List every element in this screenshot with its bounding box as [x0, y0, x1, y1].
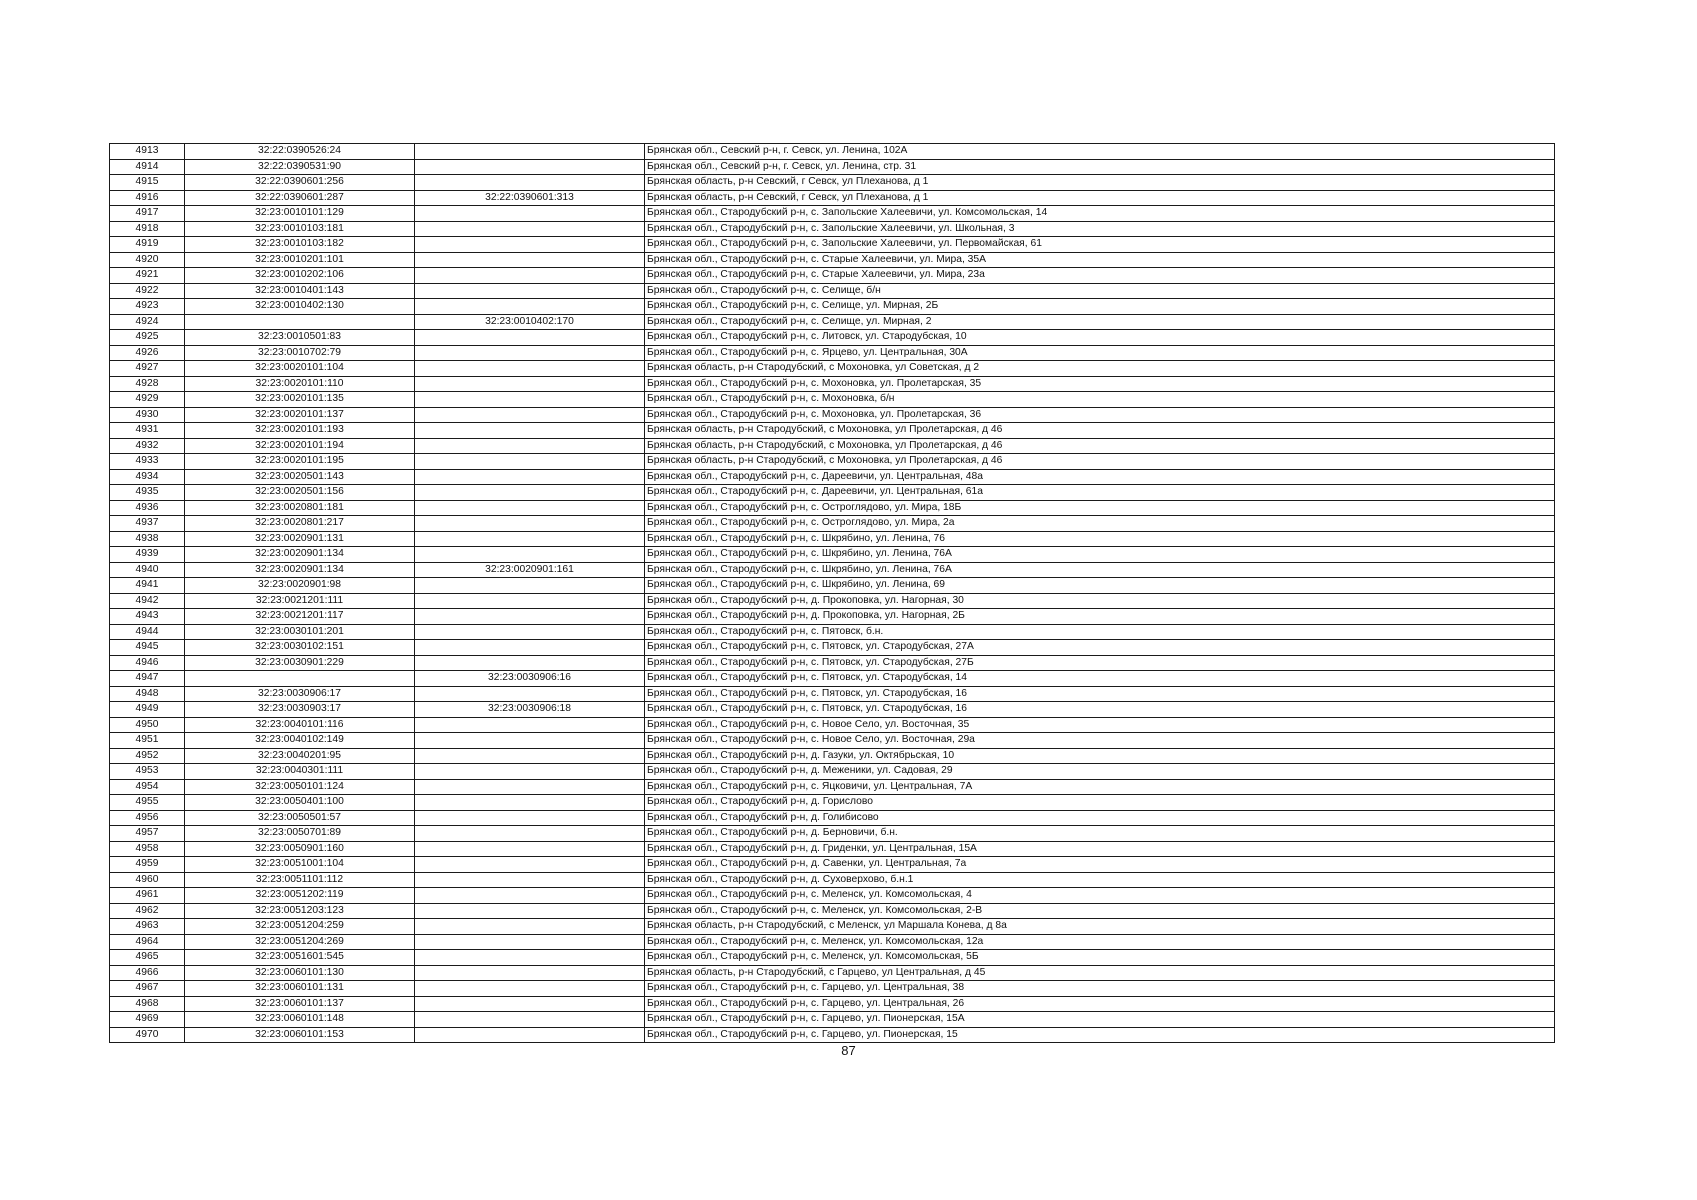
table-row — [110, 221, 1555, 237]
row-number-cell: 4959 — [110, 857, 185, 873]
row-number-cell: 4937 — [110, 516, 185, 532]
linked-cadastral-number-cell — [415, 268, 645, 284]
row-number-cell: 4954 — [110, 779, 185, 795]
address-cell: Брянская область, р-н Стародубский, с Мохоновка, ул Пролетарская, д 46 — [645, 454, 1555, 470]
address-cell: Брянская обл., Севский р-н, г. Севск, ул. Ленина, стр. 31 — [645, 159, 1555, 175]
table-row — [110, 841, 1555, 857]
registry-table — [109, 143, 1555, 1043]
table-row — [110, 159, 1555, 175]
linked-cadastral-number-cell — [415, 1012, 645, 1028]
cadastral-number-cell: 32:23:0051601:545 — [185, 950, 415, 966]
address-cell: Брянская обл., Стародубский р-н, д. Берновичи, б.н. — [645, 826, 1555, 842]
table-row — [110, 438, 1555, 454]
table-row — [110, 175, 1555, 191]
row-number-cell: 4966 — [110, 965, 185, 981]
cadastral-number-cell: 32:23:0030102:151 — [185, 640, 415, 656]
linked-cadastral-number-cell — [415, 795, 645, 811]
cadastral-number-cell: 32:23:0051204:269 — [185, 934, 415, 950]
table-row — [110, 547, 1555, 563]
linked-cadastral-number-cell — [415, 717, 645, 733]
address-cell: Брянская обл., Стародубский р-н, с. Запольские Халеевичи, ул. Первомайская, 61 — [645, 237, 1555, 253]
linked-cadastral-number-cell — [415, 299, 645, 315]
cadastral-number-cell: 32:23:0020101:193 — [185, 423, 415, 439]
address-cell: Брянская обл., Стародубский р-н, с. Шкрябино, ул. Ленина, 76А — [645, 547, 1555, 563]
table-row — [110, 252, 1555, 268]
row-number-cell: 4932 — [110, 438, 185, 454]
cadastral-number-cell: 32:23:0010103:182 — [185, 237, 415, 253]
linked-cadastral-number-cell — [415, 810, 645, 826]
linked-cadastral-number-cell — [415, 159, 645, 175]
linked-cadastral-number-cell — [415, 454, 645, 470]
cadastral-number-cell: 32:23:0010101:129 — [185, 206, 415, 222]
row-number-cell: 4924 — [110, 314, 185, 330]
row-number-cell: 4928 — [110, 376, 185, 392]
linked-cadastral-number-cell — [415, 996, 645, 1012]
cadastral-number-cell: 32:23:0030101:201 — [185, 624, 415, 640]
cadastral-number-cell: 32:23:0051101:112 — [185, 872, 415, 888]
cadastral-number-cell: 32:23:0050901:160 — [185, 841, 415, 857]
row-number-cell: 4941 — [110, 578, 185, 594]
linked-cadastral-number-cell — [415, 748, 645, 764]
address-cell: Брянская область, р-н Стародубский, с Мохоновка, ул Пролетарская, д 46 — [645, 438, 1555, 454]
linked-cadastral-number-cell — [415, 919, 645, 935]
row-number-cell: 4949 — [110, 702, 185, 718]
linked-cadastral-number-cell — [415, 965, 645, 981]
cadastral-number-cell: 32:23:0051202:119 — [185, 888, 415, 904]
address-cell: Брянская обл., Стародубский р-н, д. Савенки, ул. Центральная, 7а — [645, 857, 1555, 873]
address-cell: Брянская обл., Стародубский р-н, д. Меженики, ул. Садовая, 29 — [645, 764, 1555, 780]
table-row — [110, 361, 1555, 377]
cadastral-number-cell — [185, 671, 415, 687]
cadastral-number-cell: 32:22:0390601:256 — [185, 175, 415, 191]
cadastral-number-cell: 32:23:0020101:194 — [185, 438, 415, 454]
row-number-cell: 4946 — [110, 655, 185, 671]
linked-cadastral-number-cell — [415, 531, 645, 547]
address-cell: Брянская область, р-н Стародубский, с Меленск, ул Маршала Конева, д 8а — [645, 919, 1555, 935]
address-cell: Брянская обл., Стародубский р-н, д. Гриденки, ул. Центральная, 15А — [645, 841, 1555, 857]
table-row — [110, 283, 1555, 299]
table-row — [110, 795, 1555, 811]
address-cell: Брянская область, р-н Севский, г Севск, ул Плеханова, д 1 — [645, 175, 1555, 191]
address-cell: Брянская обл., Стародубский р-н, с. Селище, ул. Мирная, 2 — [645, 314, 1555, 330]
address-cell: Брянская обл., Стародубский р-н, с. Старые Халеевичи, ул. Мира, 35А — [645, 252, 1555, 268]
address-cell: Брянская обл., Стародубский р-н, с. Пятовск, ул. Стародубская, 16 — [645, 686, 1555, 702]
cadastral-number-cell: 32:23:0051204:259 — [185, 919, 415, 935]
table-row — [110, 702, 1555, 718]
linked-cadastral-number-cell — [415, 283, 645, 299]
address-cell: Брянская обл., Стародубский р-н, д. Прокоповка, ул. Нагорная, 2Б — [645, 609, 1555, 625]
address-cell: Брянская область, р-н Стародубский, с Гарцево, ул Центральная, д 45 — [645, 965, 1555, 981]
row-number-cell: 4933 — [110, 454, 185, 470]
cadastral-number-cell: 32:23:0020901:134 — [185, 547, 415, 563]
address-cell: Брянская обл., Стародубский р-н, с. Ярцево, ул. Центральная, 30А — [645, 345, 1555, 361]
address-cell: Брянская обл., Стародубский р-н, с. Старые Халеевичи, ул. Мира, 23а — [645, 268, 1555, 284]
table-row — [110, 748, 1555, 764]
row-number-cell: 4938 — [110, 531, 185, 547]
table-row — [110, 671, 1555, 687]
address-cell: Брянская обл., Стародубский р-н, с. Дареевичи, ул. Центральная, 61а — [645, 485, 1555, 501]
row-number-cell: 4917 — [110, 206, 185, 222]
table-row — [110, 826, 1555, 842]
linked-cadastral-number-cell — [415, 578, 645, 594]
address-cell: Брянская область, р-н Стародубский, с Мохоновка, ул Пролетарская, д 46 — [645, 423, 1555, 439]
linked-cadastral-number-cell — [415, 237, 645, 253]
table-row — [110, 934, 1555, 950]
address-cell: Брянская обл., Стародубский р-н, с. Селище, б/н — [645, 283, 1555, 299]
table-row — [110, 593, 1555, 609]
table-row — [110, 500, 1555, 516]
linked-cadastral-number-cell — [415, 903, 645, 919]
linked-cadastral-number-cell — [415, 934, 645, 950]
row-number-cell: 4969 — [110, 1012, 185, 1028]
row-number-cell: 4921 — [110, 268, 185, 284]
table-row — [110, 299, 1555, 315]
address-cell: Брянская обл., Стародубский р-н, с. Меленск, ул. Комсомольская, 5Б — [645, 950, 1555, 966]
cadastral-number-cell: 32:23:0021201:111 — [185, 593, 415, 609]
table-row — [110, 872, 1555, 888]
address-cell: Брянская обл., Стародубский р-н, с. Шкрябино, ул. Ленина, 76 — [645, 531, 1555, 547]
table-row — [110, 485, 1555, 501]
address-cell: Брянская обл., Стародубский р-н, с. Литовск, ул. Стародубская, 10 — [645, 330, 1555, 346]
cadastral-number-cell: 32:23:0020801:217 — [185, 516, 415, 532]
cadastral-number-cell: 32:23:0030901:229 — [185, 655, 415, 671]
linked-cadastral-number-cell — [415, 593, 645, 609]
cadastral-number-cell: 32:23:0010103:181 — [185, 221, 415, 237]
table-row — [110, 640, 1555, 656]
row-number-cell: 4948 — [110, 686, 185, 702]
table-row — [110, 888, 1555, 904]
linked-cadastral-number-cell: 32:23:0030906:16 — [415, 671, 645, 687]
cadastral-number-cell: 32:23:0030906:17 — [185, 686, 415, 702]
table-row — [110, 981, 1555, 997]
cadastral-number-cell: 32:23:0020901:131 — [185, 531, 415, 547]
cadastral-number-cell: 32:23:0020901:98 — [185, 578, 415, 594]
row-number-cell: 4957 — [110, 826, 185, 842]
linked-cadastral-number-cell — [415, 221, 645, 237]
cadastral-number-cell — [185, 314, 415, 330]
row-number-cell: 4967 — [110, 981, 185, 997]
table-row — [110, 392, 1555, 408]
cadastral-number-cell: 32:23:0060101:148 — [185, 1012, 415, 1028]
row-number-cell: 4935 — [110, 485, 185, 501]
cadastral-number-cell: 32:23:0010402:130 — [185, 299, 415, 315]
cadastral-number-cell: 32:23:0030903:17 — [185, 702, 415, 718]
linked-cadastral-number-cell: 32:22:0390601:313 — [415, 190, 645, 206]
cadastral-number-cell: 32:23:0060101:137 — [185, 996, 415, 1012]
linked-cadastral-number-cell — [415, 826, 645, 842]
registry-table-body — [110, 144, 1555, 1043]
linked-cadastral-number-cell — [415, 950, 645, 966]
row-number-cell: 4914 — [110, 159, 185, 175]
table-row — [110, 423, 1555, 439]
address-cell: Брянская обл., Стародубский р-н, с. Гарцево, ул. Пионерская, 15А — [645, 1012, 1555, 1028]
table-row — [110, 469, 1555, 485]
linked-cadastral-number-cell — [415, 144, 645, 160]
address-cell: Брянская обл., Стародубский р-н, с. Остроглядово, ул. Мира, 18Б — [645, 500, 1555, 516]
linked-cadastral-number-cell — [415, 423, 645, 439]
cadastral-number-cell: 32:23:0020101:104 — [185, 361, 415, 377]
cadastral-number-cell: 32:23:0010201:101 — [185, 252, 415, 268]
linked-cadastral-number-cell — [415, 872, 645, 888]
linked-cadastral-number-cell — [415, 407, 645, 423]
cadastral-number-cell: 32:23:0040102:149 — [185, 733, 415, 749]
address-cell: Брянская обл., Стародубский р-н, с. Гарцево, ул. Центральная, 26 — [645, 996, 1555, 1012]
table-row — [110, 330, 1555, 346]
row-number-cell: 4950 — [110, 717, 185, 733]
cadastral-number-cell: 32:23:0020101:137 — [185, 407, 415, 423]
cadastral-number-cell: 32:23:0020501:156 — [185, 485, 415, 501]
cadastral-number-cell: 32:23:0010202:106 — [185, 268, 415, 284]
address-cell: Брянская область, р-н Стародубский, с Мохоновка, ул Советская, д 2 — [645, 361, 1555, 377]
row-number-cell: 4945 — [110, 640, 185, 656]
cadastral-number-cell: 32:23:0020101:195 — [185, 454, 415, 470]
cadastral-number-cell: 32:22:0390531:90 — [185, 159, 415, 175]
table-row — [110, 206, 1555, 222]
linked-cadastral-number-cell — [415, 857, 645, 873]
linked-cadastral-number-cell — [415, 175, 645, 191]
linked-cadastral-number-cell — [415, 609, 645, 625]
row-number-cell: 4947 — [110, 671, 185, 687]
cadastral-number-cell: 32:23:0040101:116 — [185, 717, 415, 733]
table-row — [110, 1027, 1555, 1043]
cadastral-number-cell: 32:23:0020101:110 — [185, 376, 415, 392]
linked-cadastral-number-cell — [415, 485, 645, 501]
row-number-cell: 4960 — [110, 872, 185, 888]
cadastral-number-cell: 32:23:0050101:124 — [185, 779, 415, 795]
address-cell: Брянская обл., Стародубский р-н, с. Новое Село, ул. Восточная, 35 — [645, 717, 1555, 733]
linked-cadastral-number-cell — [415, 841, 645, 857]
cadastral-number-cell: 32:23:0020501:143 — [185, 469, 415, 485]
linked-cadastral-number-cell — [415, 624, 645, 640]
row-number-cell: 4955 — [110, 795, 185, 811]
cadastral-number-cell: 32:23:0050701:89 — [185, 826, 415, 842]
table-row — [110, 779, 1555, 795]
table-row — [110, 531, 1555, 547]
row-number-cell: 4956 — [110, 810, 185, 826]
linked-cadastral-number-cell — [415, 438, 645, 454]
address-cell: Брянская обл., Стародубский р-н, д. Прокоповка, ул. Нагорная, 30 — [645, 593, 1555, 609]
table-row — [110, 407, 1555, 423]
address-cell: Брянская обл., Стародубский р-н, с. Пятовск, ул. Стародубская, 27Б — [645, 655, 1555, 671]
address-cell: Брянская обл., Стародубский р-н, с. Запольские Халеевичи, ул. Школьная, 3 — [645, 221, 1555, 237]
linked-cadastral-number-cell — [415, 392, 645, 408]
cadastral-number-cell: 32:23:0040201:95 — [185, 748, 415, 764]
linked-cadastral-number-cell — [415, 206, 645, 222]
address-cell: Брянская обл., Севский р-н, г. Севск, ул. Ленина, 102А — [645, 144, 1555, 160]
row-number-cell: 4939 — [110, 547, 185, 563]
cadastral-number-cell: 32:23:0020901:134 — [185, 562, 415, 578]
linked-cadastral-number-cell — [415, 361, 645, 377]
row-number-cell: 4918 — [110, 221, 185, 237]
table-row — [110, 655, 1555, 671]
cadastral-number-cell: 32:23:0051203:123 — [185, 903, 415, 919]
linked-cadastral-number-cell — [415, 376, 645, 392]
row-number-cell: 4944 — [110, 624, 185, 640]
linked-cadastral-number-cell — [415, 888, 645, 904]
row-number-cell: 4963 — [110, 919, 185, 935]
row-number-cell: 4968 — [110, 996, 185, 1012]
table-row — [110, 345, 1555, 361]
row-number-cell: 4943 — [110, 609, 185, 625]
linked-cadastral-number-cell — [415, 981, 645, 997]
row-number-cell: 4953 — [110, 764, 185, 780]
table-row — [110, 190, 1555, 206]
table-row — [110, 268, 1555, 284]
row-number-cell: 4916 — [110, 190, 185, 206]
row-number-cell: 4936 — [110, 500, 185, 516]
address-cell: Брянская обл., Стародубский р-н, с. Шкрябино, ул. Ленина, 69 — [645, 578, 1555, 594]
linked-cadastral-number-cell — [415, 640, 645, 656]
table-row — [110, 950, 1555, 966]
linked-cadastral-number-cell — [415, 345, 645, 361]
address-cell: Брянская обл., Стародубский р-н, с. Селище, ул. Мирная, 2Б — [645, 299, 1555, 315]
row-number-cell: 4931 — [110, 423, 185, 439]
cadastral-number-cell: 32:23:0021201:117 — [185, 609, 415, 625]
table-row — [110, 562, 1555, 578]
cadastral-number-cell: 32:23:0040301:111 — [185, 764, 415, 780]
table-row — [110, 578, 1555, 594]
cadastral-number-cell: 32:23:0010401:143 — [185, 283, 415, 299]
table-row — [110, 454, 1555, 470]
cadastral-number-cell: 32:23:0060101:131 — [185, 981, 415, 997]
address-cell: Брянская обл., Стародубский р-н, с. Остроглядово, ул. Мира, 2а — [645, 516, 1555, 532]
linked-cadastral-number-cell — [415, 469, 645, 485]
table-row — [110, 810, 1555, 826]
row-number-cell: 4951 — [110, 733, 185, 749]
row-number-cell: 4915 — [110, 175, 185, 191]
row-number-cell: 4925 — [110, 330, 185, 346]
table-row — [110, 919, 1555, 935]
cadastral-number-cell: 32:23:0060101:130 — [185, 965, 415, 981]
address-cell: Брянская обл., Стародубский р-н, с. Гарцево, ул. Пионерская, 15 — [645, 1027, 1555, 1043]
cadastral-number-cell: 32:23:0051001:104 — [185, 857, 415, 873]
cadastral-number-cell: 32:23:0020101:135 — [185, 392, 415, 408]
table-row — [110, 965, 1555, 981]
row-number-cell: 4942 — [110, 593, 185, 609]
table-row — [110, 857, 1555, 873]
row-number-cell: 4970 — [110, 1027, 185, 1043]
cadastral-number-cell: 32:23:0010702:79 — [185, 345, 415, 361]
address-cell: Брянская обл., Стародубский р-н, с. Меленск, ул. Комсомольская, 4 — [645, 888, 1555, 904]
table-row — [110, 516, 1555, 532]
cadastral-number-cell: 32:23:0010501:83 — [185, 330, 415, 346]
cadastral-number-cell: 32:23:0060101:153 — [185, 1027, 415, 1043]
address-cell: Брянская область, р-н Севский, г Севск, ул Плеханова, д 1 — [645, 190, 1555, 206]
address-cell: Брянская обл., Стародубский р-н, с. Шкрябино, ул. Ленина, 76А — [645, 562, 1555, 578]
table-row — [110, 1012, 1555, 1028]
row-number-cell: 4926 — [110, 345, 185, 361]
row-number-cell: 4919 — [110, 237, 185, 253]
row-number-cell: 4929 — [110, 392, 185, 408]
cadastral-number-cell: 32:23:0050501:57 — [185, 810, 415, 826]
table-row — [110, 376, 1555, 392]
address-cell: Брянская обл., Стародубский р-н, д. Горислово — [645, 795, 1555, 811]
address-cell: Брянская обл., Стародубский р-н, с. Новое Село, ул. Восточная, 29а — [645, 733, 1555, 749]
linked-cadastral-number-cell — [415, 779, 645, 795]
address-cell: Брянская обл., Стародубский р-н, с. Меленск, ул. Комсомольская, 2-В — [645, 903, 1555, 919]
linked-cadastral-number-cell — [415, 330, 645, 346]
address-cell: Брянская обл., Стародубский р-н, д. Голибисово — [645, 810, 1555, 826]
address-cell: Брянская обл., Стародубский р-н, с. Пятовск, ул. Стародубская, 14 — [645, 671, 1555, 687]
row-number-cell: 4920 — [110, 252, 185, 268]
linked-cadastral-number-cell — [415, 516, 645, 532]
address-cell: Брянская обл., Стародубский р-н, д. Газуки, ул. Октябрьская, 10 — [645, 748, 1555, 764]
table-row — [110, 624, 1555, 640]
address-cell: Брянская обл., Стародубский р-н, с. Яцковичи, ул. Центральная, 7А — [645, 779, 1555, 795]
cadastral-number-cell: 32:23:0050401:100 — [185, 795, 415, 811]
row-number-cell: 4958 — [110, 841, 185, 857]
linked-cadastral-number-cell — [415, 764, 645, 780]
address-cell: Брянская обл., Стародубский р-н, с. Мохоновка, ул. Пролетарская, 36 — [645, 407, 1555, 423]
cadastral-number-cell: 32:22:0390601:287 — [185, 190, 415, 206]
page-number: 87 — [841, 1043, 856, 1058]
linked-cadastral-number-cell: 32:23:0030906:18 — [415, 702, 645, 718]
row-number-cell: 4962 — [110, 903, 185, 919]
table-row — [110, 764, 1555, 780]
cadastral-number-cell: 32:22:0390526:24 — [185, 144, 415, 160]
address-cell: Брянская обл., Стародубский р-н, с. Гарцево, ул. Центральная, 38 — [645, 981, 1555, 997]
address-cell: Брянская обл., Стародубский р-н, с. Запольские Халеевичи, ул. Комсомольская, 14 — [645, 206, 1555, 222]
cadastral-number-cell: 32:23:0020801:181 — [185, 500, 415, 516]
linked-cadastral-number-cell — [415, 686, 645, 702]
address-cell: Брянская обл., Стародубский р-н, с. Меленск, ул. Комсомольская, 12а — [645, 934, 1555, 950]
row-number-cell: 4934 — [110, 469, 185, 485]
address-cell: Брянская обл., Стародубский р-н, с. Мохоновка, ул. Пролетарская, 35 — [645, 376, 1555, 392]
row-number-cell: 4930 — [110, 407, 185, 423]
linked-cadastral-number-cell — [415, 500, 645, 516]
linked-cadastral-number-cell: 32:23:0010402:170 — [415, 314, 645, 330]
row-number-cell: 4923 — [110, 299, 185, 315]
linked-cadastral-number-cell — [415, 547, 645, 563]
table-row — [110, 717, 1555, 733]
row-number-cell: 4964 — [110, 934, 185, 950]
table-row — [110, 733, 1555, 749]
address-cell: Брянская обл., Стародубский р-н, с. Пятовск, б.н. — [645, 624, 1555, 640]
row-number-cell: 4940 — [110, 562, 185, 578]
linked-cadastral-number-cell — [415, 1027, 645, 1043]
address-cell: Брянская обл., Стародубский р-н, с. Пятовск, ул. Стародубская, 16 — [645, 702, 1555, 718]
row-number-cell: 4952 — [110, 748, 185, 764]
linked-cadastral-number-cell — [415, 252, 645, 268]
address-cell: Брянская обл., Стародубский р-н, с. Дареевичи, ул. Центральная, 48а — [645, 469, 1555, 485]
linked-cadastral-number-cell: 32:23:0020901:161 — [415, 562, 645, 578]
table-row — [110, 686, 1555, 702]
row-number-cell: 4922 — [110, 283, 185, 299]
row-number-cell: 4961 — [110, 888, 185, 904]
address-cell: Брянская обл., Стародубский р-н, с. Мохоновка, б/н — [645, 392, 1555, 408]
row-number-cell: 4965 — [110, 950, 185, 966]
row-number-cell: 4927 — [110, 361, 185, 377]
linked-cadastral-number-cell — [415, 655, 645, 671]
table-row — [110, 237, 1555, 253]
table-row — [110, 903, 1555, 919]
linked-cadastral-number-cell — [415, 733, 645, 749]
table-row — [110, 609, 1555, 625]
table-row — [110, 996, 1555, 1012]
address-cell: Брянская обл., Стародубский р-н, с. Пятовск, ул. Стародубская, 27А — [645, 640, 1555, 656]
table-row — [110, 314, 1555, 330]
table-row — [110, 144, 1555, 160]
address-cell: Брянская обл., Стародубский р-н, д. Суховерхово, б.н.1 — [645, 872, 1555, 888]
row-number-cell: 4913 — [110, 144, 185, 160]
